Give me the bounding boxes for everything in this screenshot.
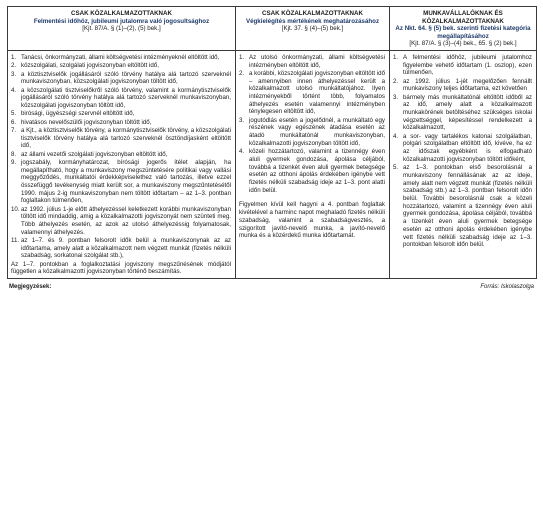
list-item [393,78,532,93]
column-subtitle: Az Nkt. 64. § (5) bek. szerinti fizetési kategória megállapításához [395,25,531,40]
list-item [11,87,231,110]
column-closing-note: Figyelmen kívül kell hagyni a 4. pontban foglaltak kivételével a harminc napot meghaladó fizetés nélküli szabadság, valamint a szabadságvesztés, a szigorított javító-nevelő munka, a javító-nevelő munka és a közérdekű munka időtartamát. [239,201,385,240]
item-number: 1. [239,53,245,61]
item-text: az állami vezetői szolgálati jogviszonyban eltöltött idő, [21,150,168,158]
column-header-3 [390,7,537,51]
list-item [239,148,385,194]
item-number: 9. [11,158,17,166]
item-number: 3. [239,116,245,124]
list-item [393,164,532,249]
item-number: 2. [239,69,245,77]
column-title: CSAK KÖZALKALMAZOTTAKNAK [71,10,172,17]
item-text: az 1–3. pontokban első besorolásnál a munkaviszony fennállásának az az ideje, amely alatt nem végzett munkát (fizetés nélküli szabadság stb.) az 1–3. pontban felsorolt időn belül. További besorolásnál csak a közeli hozzátartozó, valamint a tizennégy éven aluli gyermek gondozása, ápolása céljából, továbbá a tizenkét éven aluli gyermek betegsége esetén az otthoni ápolás érdekében igénybe vett fizetés nélküli szabadság ideje az 1–3. pontokban felsorolt időn belül. [403,164,532,249]
item-number: 4. [11,86,17,94]
list-item [11,62,231,70]
item-text: a köztisztviselők jogállásáról szóló törvény hatálya alá tartozó szerveknél munkaviszonyban, közszolgálati jogviszonyban töltött idő, [21,70,231,86]
list-item [393,133,532,164]
item-number: 7. [11,126,17,134]
column-reference: [Kjt. 87/A. § (1)–(2), (5) bek.] [82,25,161,33]
list-item [11,110,231,118]
column-subtitle: Felmentési időhöz, jubileumi jutalomra való jogosultsághoz [33,17,210,25]
list-item [11,119,231,127]
column-closing-note: Az 1–7. pontokban a foglalkoztatási jogviszony megszűnésének módjától független a közalkalmazotti jogviszonyban történő beszámítás. [11,260,231,276]
document-wrapper [7,6,536,290]
item-number: 5. [11,110,17,118]
column-title: MUNKAVÁLLALÓKNAK ÉS KÖZALKALMAZOTTAKNAK [422,10,504,25]
source-label: Forrás: Iskolaszolga [480,284,534,291]
item-number: 1. [393,53,399,61]
item-text: az 1–7. és 9. pontban felsorolt idők belül a munkaviszonynak az az időtartama, amely alatt a közalkalmazott nem végzett munkát (fizetés nélküli szabadság, sorkatonai szolgálat stb.), [21,237,231,260]
item-list [393,54,532,249]
column-title: CSAK KÖZALKALMAZOTTAKNAK [262,10,363,17]
page-footer [7,284,536,290]
list-item [393,94,532,133]
item-text: Az utolsó önkormányzati, állami költségvetési intézményben eltöltött idő, [249,53,385,69]
item-text: közeli hozzátartozó, valamint a tizennégy éven aluli gyermek gondozása, ápolása céljából, továbbá a tizenkét éven aluli gyermek betegsége esetén az otthoni ápolás érdekében igénybe vett fizetés nélküli szabadság ideje az 1–3. pont alatti időn belül. [249,148,385,194]
column-header-1 [8,7,236,51]
item-text: az 1992. július 1-je előtt áthelyezéssel keletkezett korábbi munkaviszonyban töltött idő mindaddig, amig a közalkalmazotti jogviszonyát nem szünteti meg. Több áthelyezés esetén, az azok az utolsó áthelyezéssig folyamatosak, valamennyi áthelyezés. [21,205,231,236]
list-item [239,54,385,69]
item-number: 11. [11,237,20,245]
column-reference: [Kjt. 87/A. § (3)–(4) bek., 65. § (2) bek.] [409,40,517,48]
item-text: hivatásos nevelőszülői jogviszonyban töltött idő, [21,118,152,126]
item-number: 4. [239,148,245,156]
column-reference: [Kjt. 37. § (4)–(5) bek.] [281,25,344,33]
comparison-table [7,6,537,279]
list-item [11,127,231,150]
list-item [11,206,231,237]
item-number: 1. [11,53,17,61]
column-subtitle: Végkielégítés mértékének meghatározásához [245,17,380,25]
table-body-row [8,50,537,278]
list-item [11,237,231,260]
item-text: a közszolgálati tisztviselőkről szóló törvény, valamint a kormánytisztviselők jogállásáról szóló törvény hatálya alá tartozó szerveknél munkaviszonyban, közszolgálati jogviszonyban töltött idő, [21,86,231,109]
item-text: az 1992. július 1-jét megelőzően fennállt munkaviszony teljes időtartama, ezt követően [403,77,532,93]
column-body-1 [8,50,236,278]
item-text: közszolgálati, szolgálati jogviszonyban eltöltött idő, [21,62,159,70]
item-number: 2. [393,77,399,85]
table-header-row [8,7,537,51]
item-text: A felmentési időhöz, jubileumi jutalomhoz figyelembe vehető időtartam (1. oszlop), ezen túlmenően, [403,53,532,77]
item-number: 8. [11,150,17,158]
list-item [11,159,231,205]
list-item [239,70,385,116]
item-number: 2. [11,62,17,70]
item-text: Tanácsi, önkormányzati, állami költségvetési intézményeknél eltöltött idő, [21,53,220,61]
item-number: 3. [393,93,399,101]
list-item [11,151,231,159]
item-number: 4. [393,132,399,140]
column-body-3 [390,50,537,278]
list-item [11,71,231,86]
column-body-2 [236,50,390,278]
list-item [239,117,385,148]
item-number: 6. [11,118,17,126]
item-text: jogutódlás esetén a jogelődnél, a munkáltató egy részének vagy egészének átadása esetén az átadó munkáltatónál munkaviszonyban, közalkalmazotti jogviszonyban töltött idő, [249,116,385,147]
item-text: a sor- vagy tartalékos katonai szolgálatban, polgári szolgálatban eltöltött idő, kivéve, ha ez az időszak egyébként is elfogadható közalkalmazotti jogviszonyban töltött időként, [403,132,532,163]
item-number: 3. [11,70,17,78]
item-text: jogszabály, kormányhatározat, bírósági jogerős ítélet alapján, ha megállapítható, hogy a munkaviszony megszüntetésére politikai vagy vallási meggyőződés, munkáltatói érdekképviselethez való tartozás, illetve ezzel összefüggő tevékenység miatt került sor, a munkaviszony megszűntetésétől 1990. május 2-ig munkaviszonyban nem töltött időtartam – az 1–3. pontban foglaltakon túlmenően, [21,158,231,205]
item-list [239,54,385,194]
item-text: bármely más munkáltatónál eltöltött időből az az idő, amely alatt a közalkalmazott munkakörének betöltéséhez szükséges iskolai végzettséggel, képesítéssel rendelkezett a közalkalmazott, [403,93,532,132]
list-item [11,54,231,62]
notes-label: Megjegyzések: [9,284,52,291]
item-number: 5. [393,164,399,172]
list-item [393,54,532,77]
item-text: a korábbi, közszolgálati jogviszonyban eltöltött idő – amennyiben innen áthelyezéssel került a közalkalmazott utolsó munkáltatójához. Ilyen intézményekből történt több, folyamatos áthelyezés esetén valamennyi intézményben ténylegesen eltöltött idő, [249,69,385,116]
column-header-2 [236,7,390,51]
item-list [11,54,231,260]
item-text: a Kjt., a köztisztviselők törvény, a kormánytisztviselők törvény, a közszolgálati tisztviselők törvény hatálya alá tartozó szerveknél ösztöndíjasként eltöltött idő, [21,126,231,150]
item-number: 10. [11,205,20,213]
item-text: birósági, ügyészségi szervnél eltöltött idő, [21,110,135,118]
